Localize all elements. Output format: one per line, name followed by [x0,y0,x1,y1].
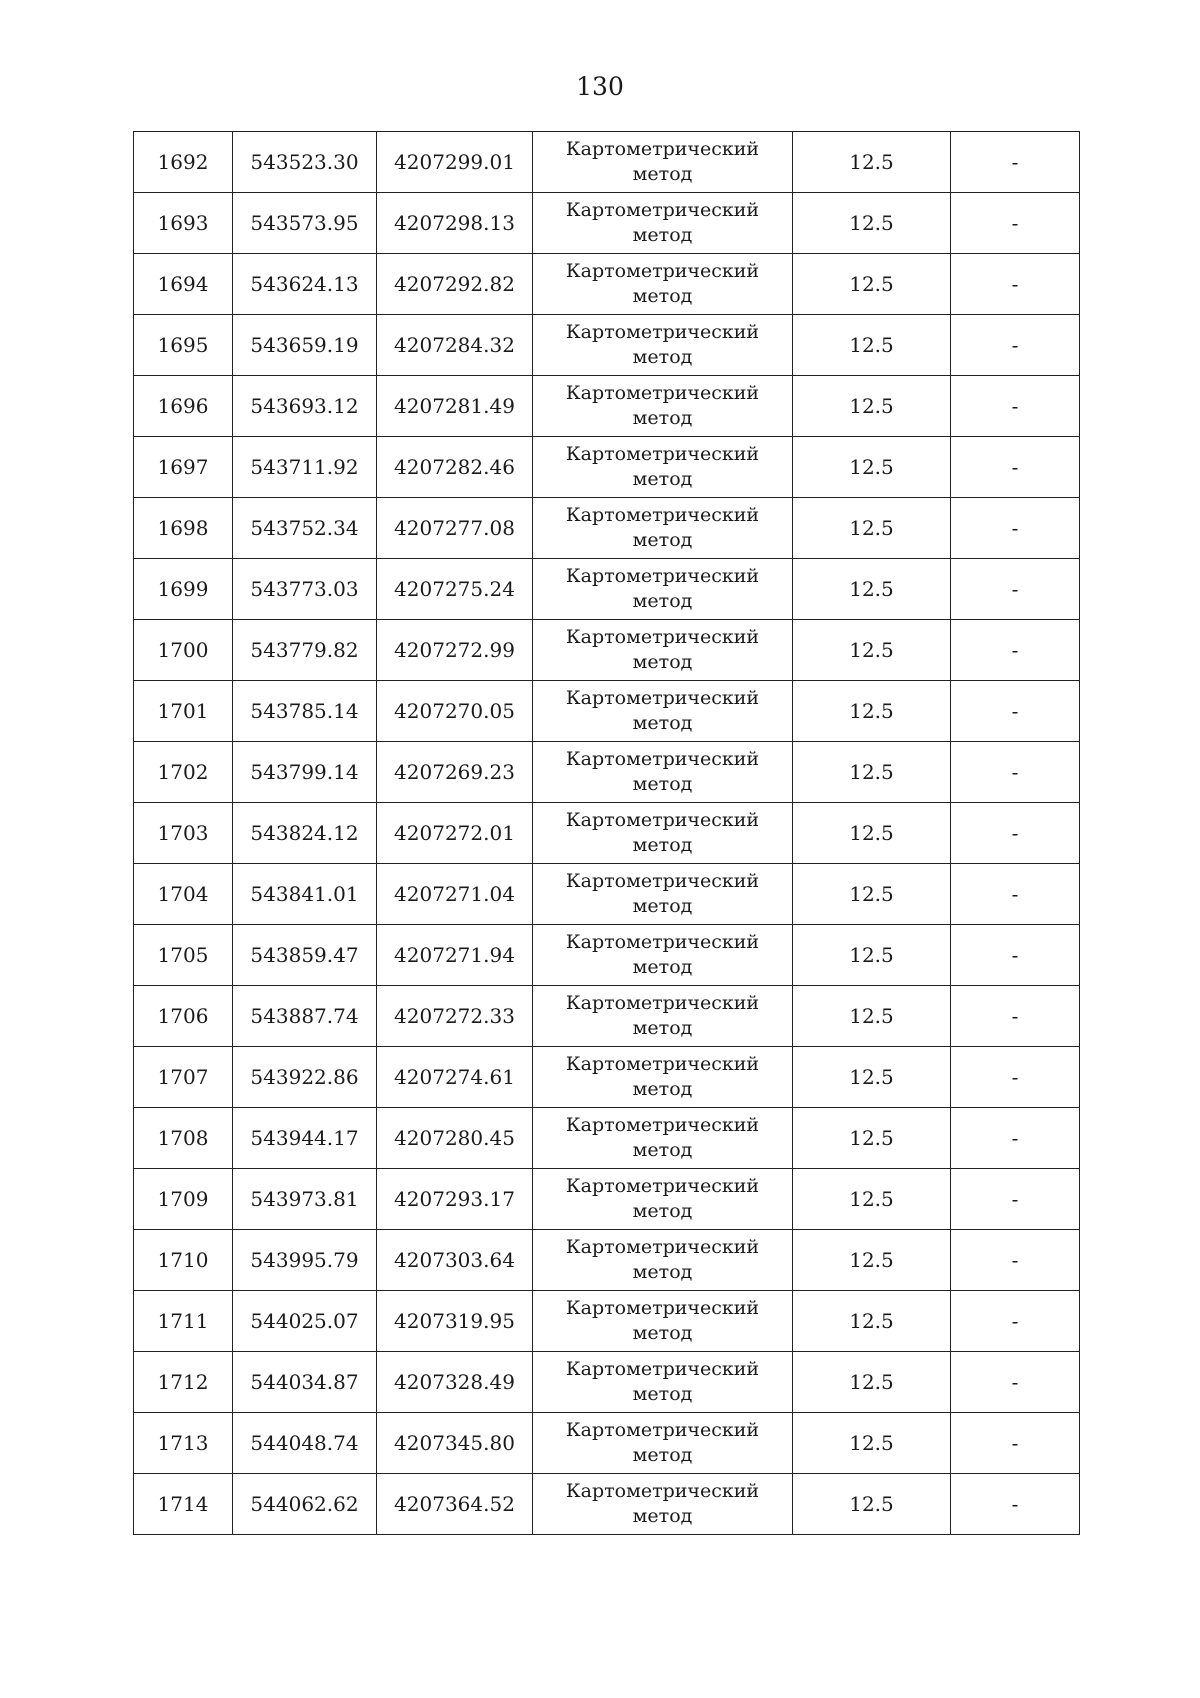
accuracy-cell: 12.5 [793,437,951,498]
accuracy-cell: 12.5 [793,193,951,254]
note-cell: - [951,193,1080,254]
note-cell: - [951,1108,1080,1169]
method-line-1: Картометрический [565,504,760,526]
method-line-2: метод [632,895,693,917]
method-line-1: Картометрический [565,1480,760,1502]
y-coordinate-cell: 4207269.23 [377,742,533,803]
note-cell: - [951,681,1080,742]
y-coordinate-cell: 4207345.80 [377,1413,533,1474]
method-cell [533,681,793,742]
point-number-cell: 1706 [134,986,233,1047]
x-coordinate-cell: 543659.19 [233,315,377,376]
x-coordinate-cell: 543523.30 [233,132,377,193]
accuracy-cell: 12.5 [793,132,951,193]
method-line-1: Картометрический [565,1175,760,1197]
note-cell: - [951,803,1080,864]
page-number: 130 [576,72,624,101]
accuracy-cell: 12.5 [793,1169,951,1230]
accuracy-cell: 12.5 [793,1108,951,1169]
table-row [134,1108,1080,1169]
point-number-cell: 1714 [134,1474,233,1535]
table-row [134,864,1080,925]
point-number-cell: 1694 [134,254,233,315]
point-number-cell: 1696 [134,376,233,437]
method-cell [533,742,793,803]
y-coordinate-cell: 4207293.17 [377,1169,533,1230]
x-coordinate-cell: 543624.13 [233,254,377,315]
method-line-1: Картометрический [565,260,760,282]
point-number-cell: 1707 [134,1047,233,1108]
note-cell: - [951,1413,1080,1474]
method-line-2: метод [632,1139,693,1161]
point-number-cell: 1698 [134,498,233,559]
note-cell: - [951,620,1080,681]
method-line-2: метод [632,407,693,429]
method-line-1: Картометрический [565,931,760,953]
point-number-cell: 1709 [134,1169,233,1230]
x-coordinate-cell: 543779.82 [233,620,377,681]
table-row [134,559,1080,620]
accuracy-cell: 12.5 [793,620,951,681]
point-number-cell: 1712 [134,1352,233,1413]
point-number-cell: 1713 [134,1413,233,1474]
method-line-1: Картометрический [565,809,760,831]
point-number-cell: 1701 [134,681,233,742]
point-number-cell: 1692 [134,132,233,193]
accuracy-cell: 12.5 [793,803,951,864]
note-cell: - [951,315,1080,376]
point-number-cell: 1705 [134,925,233,986]
method-line-1: Картометрический [565,1419,760,1441]
accuracy-cell: 12.5 [793,559,951,620]
point-number-cell: 1700 [134,620,233,681]
note-cell: - [951,437,1080,498]
table-row [134,376,1080,437]
note-cell: - [951,132,1080,193]
x-coordinate-cell: 543841.01 [233,864,377,925]
point-number-cell: 1710 [134,1230,233,1291]
method-cell [533,1169,793,1230]
note-cell: - [951,1474,1080,1535]
method-cell [533,1047,793,1108]
method-line-2: метод [632,1261,693,1283]
method-line-1: Картометрический [565,1114,760,1136]
x-coordinate-cell: 543773.03 [233,559,377,620]
table-row [134,925,1080,986]
y-coordinate-cell: 4207292.82 [377,254,533,315]
x-coordinate-cell: 544048.74 [233,1413,377,1474]
method-line-1: Картометрический [565,443,760,465]
accuracy-cell: 12.5 [793,498,951,559]
method-line-1: Картометрический [565,992,760,1014]
y-coordinate-cell: 4207364.52 [377,1474,533,1535]
method-line-2: метод [632,1322,693,1344]
x-coordinate-cell: 543922.86 [233,1047,377,1108]
method-cell [533,498,793,559]
y-coordinate-cell: 4207272.99 [377,620,533,681]
method-cell [533,315,793,376]
method-cell [533,1474,793,1535]
point-number-cell: 1708 [134,1108,233,1169]
method-line-1: Картометрический [565,1053,760,1075]
method-cell [533,132,793,193]
method-line-1: Картометрический [565,1236,760,1258]
method-line-1: Картометрический [565,138,760,160]
method-line-2: метод [632,1017,693,1039]
method-line-2: метод [632,651,693,673]
table-row [134,1352,1080,1413]
table-row [134,1474,1080,1535]
y-coordinate-cell: 4207272.33 [377,986,533,1047]
method-line-2: метод [632,1383,693,1405]
method-cell [533,559,793,620]
x-coordinate-cell: 543973.81 [233,1169,377,1230]
note-cell: - [951,498,1080,559]
note-cell: - [951,742,1080,803]
method-cell [533,437,793,498]
y-coordinate-cell: 4207299.01 [377,132,533,193]
method-cell [533,1291,793,1352]
method-cell [533,864,793,925]
y-coordinate-cell: 4207328.49 [377,1352,533,1413]
table-row [134,1230,1080,1291]
accuracy-cell: 12.5 [793,254,951,315]
y-coordinate-cell: 4207270.05 [377,681,533,742]
x-coordinate-cell: 544062.62 [233,1474,377,1535]
method-line-2: метод [632,956,693,978]
method-line-2: метод [632,590,693,612]
method-line-1: Картометрический [565,748,760,770]
table-row [134,681,1080,742]
method-line-1: Картометрический [565,321,760,343]
note-cell: - [951,1352,1080,1413]
y-coordinate-cell: 4207277.08 [377,498,533,559]
method-line-2: метод [632,224,693,246]
accuracy-cell: 12.5 [793,1413,951,1474]
table-row [134,1291,1080,1352]
method-cell [533,1230,793,1291]
accuracy-cell: 12.5 [793,1352,951,1413]
table-row [134,498,1080,559]
table-row [134,1169,1080,1230]
method-line-2: метод [632,529,693,551]
method-line-2: метод [632,285,693,307]
method-line-1: Картометрический [565,1297,760,1319]
note-cell: - [951,1230,1080,1291]
table-row [134,437,1080,498]
accuracy-cell: 12.5 [793,681,951,742]
table-row [134,193,1080,254]
x-coordinate-cell: 543944.17 [233,1108,377,1169]
accuracy-cell: 12.5 [793,986,951,1047]
x-coordinate-cell: 543785.14 [233,681,377,742]
method-line-2: метод [632,163,693,185]
method-line-2: метод [632,468,693,490]
table-row [134,742,1080,803]
note-cell: - [951,1169,1080,1230]
table-row [134,986,1080,1047]
method-line-2: метод [632,773,693,795]
point-number-cell: 1699 [134,559,233,620]
x-coordinate-cell: 544034.87 [233,1352,377,1413]
method-line-2: метод [632,834,693,856]
x-coordinate-cell: 543995.79 [233,1230,377,1291]
accuracy-cell: 12.5 [793,1047,951,1108]
method-line-1: Картометрический [565,870,760,892]
accuracy-cell: 12.5 [793,925,951,986]
point-number-cell: 1702 [134,742,233,803]
method-line-2: метод [632,1505,693,1527]
method-line-1: Картометрический [565,1358,760,1380]
method-cell [533,1413,793,1474]
y-coordinate-cell: 4207303.64 [377,1230,533,1291]
method-cell [533,193,793,254]
note-cell: - [951,1291,1080,1352]
y-coordinate-cell: 4207272.01 [377,803,533,864]
x-coordinate-cell: 543711.92 [233,437,377,498]
accuracy-cell: 12.5 [793,376,951,437]
method-line-2: метод [632,1444,693,1466]
y-coordinate-cell: 4207271.04 [377,864,533,925]
method-cell [533,254,793,315]
x-coordinate-cell: 544025.07 [233,1291,377,1352]
x-coordinate-cell: 543824.12 [233,803,377,864]
note-cell: - [951,559,1080,620]
method-cell [533,986,793,1047]
accuracy-cell: 12.5 [793,315,951,376]
y-coordinate-cell: 4207274.61 [377,1047,533,1108]
method-line-1: Картометрический [565,382,760,404]
x-coordinate-cell: 543859.47 [233,925,377,986]
table-row [134,1413,1080,1474]
accuracy-cell: 12.5 [793,1474,951,1535]
method-line-1: Картометрический [565,687,760,709]
y-coordinate-cell: 4207275.24 [377,559,533,620]
accuracy-cell: 12.5 [793,1291,951,1352]
point-number-cell: 1704 [134,864,233,925]
y-coordinate-cell: 4207319.95 [377,1291,533,1352]
table-row [134,254,1080,315]
accuracy-cell: 12.5 [793,742,951,803]
method-cell [533,925,793,986]
accuracy-cell: 12.5 [793,1230,951,1291]
method-line-2: метод [632,712,693,734]
x-coordinate-cell: 543799.14 [233,742,377,803]
method-cell [533,620,793,681]
table-row [134,132,1080,193]
point-number-cell: 1697 [134,437,233,498]
y-coordinate-cell: 4207280.45 [377,1108,533,1169]
point-number-cell: 1703 [134,803,233,864]
method-cell [533,803,793,864]
method-line-2: метод [632,1200,693,1222]
table-row [134,803,1080,864]
note-cell: - [951,376,1080,437]
method-line-1: Картометрический [565,199,760,221]
y-coordinate-cell: 4207298.13 [377,193,533,254]
x-coordinate-cell: 543752.34 [233,498,377,559]
method-cell [533,376,793,437]
method-line-2: метод [632,346,693,368]
method-cell [533,1352,793,1413]
note-cell: - [951,1047,1080,1108]
point-number-cell: 1693 [134,193,233,254]
method-cell [533,1108,793,1169]
table-row [134,1047,1080,1108]
note-cell: - [951,864,1080,925]
note-cell: - [951,925,1080,986]
point-number-cell: 1695 [134,315,233,376]
y-coordinate-cell: 4207281.49 [377,376,533,437]
note-cell: - [951,254,1080,315]
x-coordinate-cell: 543887.74 [233,986,377,1047]
table-row [134,315,1080,376]
method-line-2: метод [632,1078,693,1100]
x-coordinate-cell: 543573.95 [233,193,377,254]
note-cell: - [951,986,1080,1047]
method-line-1: Картометрический [565,626,760,648]
y-coordinate-cell: 4207282.46 [377,437,533,498]
table-row [134,620,1080,681]
point-number-cell: 1711 [134,1291,233,1352]
accuracy-cell: 12.5 [793,864,951,925]
y-coordinate-cell: 4207284.32 [377,315,533,376]
coordinates-table [133,131,1080,1535]
method-line-1: Картометрический [565,565,760,587]
x-coordinate-cell: 543693.12 [233,376,377,437]
y-coordinate-cell: 4207271.94 [377,925,533,986]
coordinates-table-body [134,132,1080,1535]
